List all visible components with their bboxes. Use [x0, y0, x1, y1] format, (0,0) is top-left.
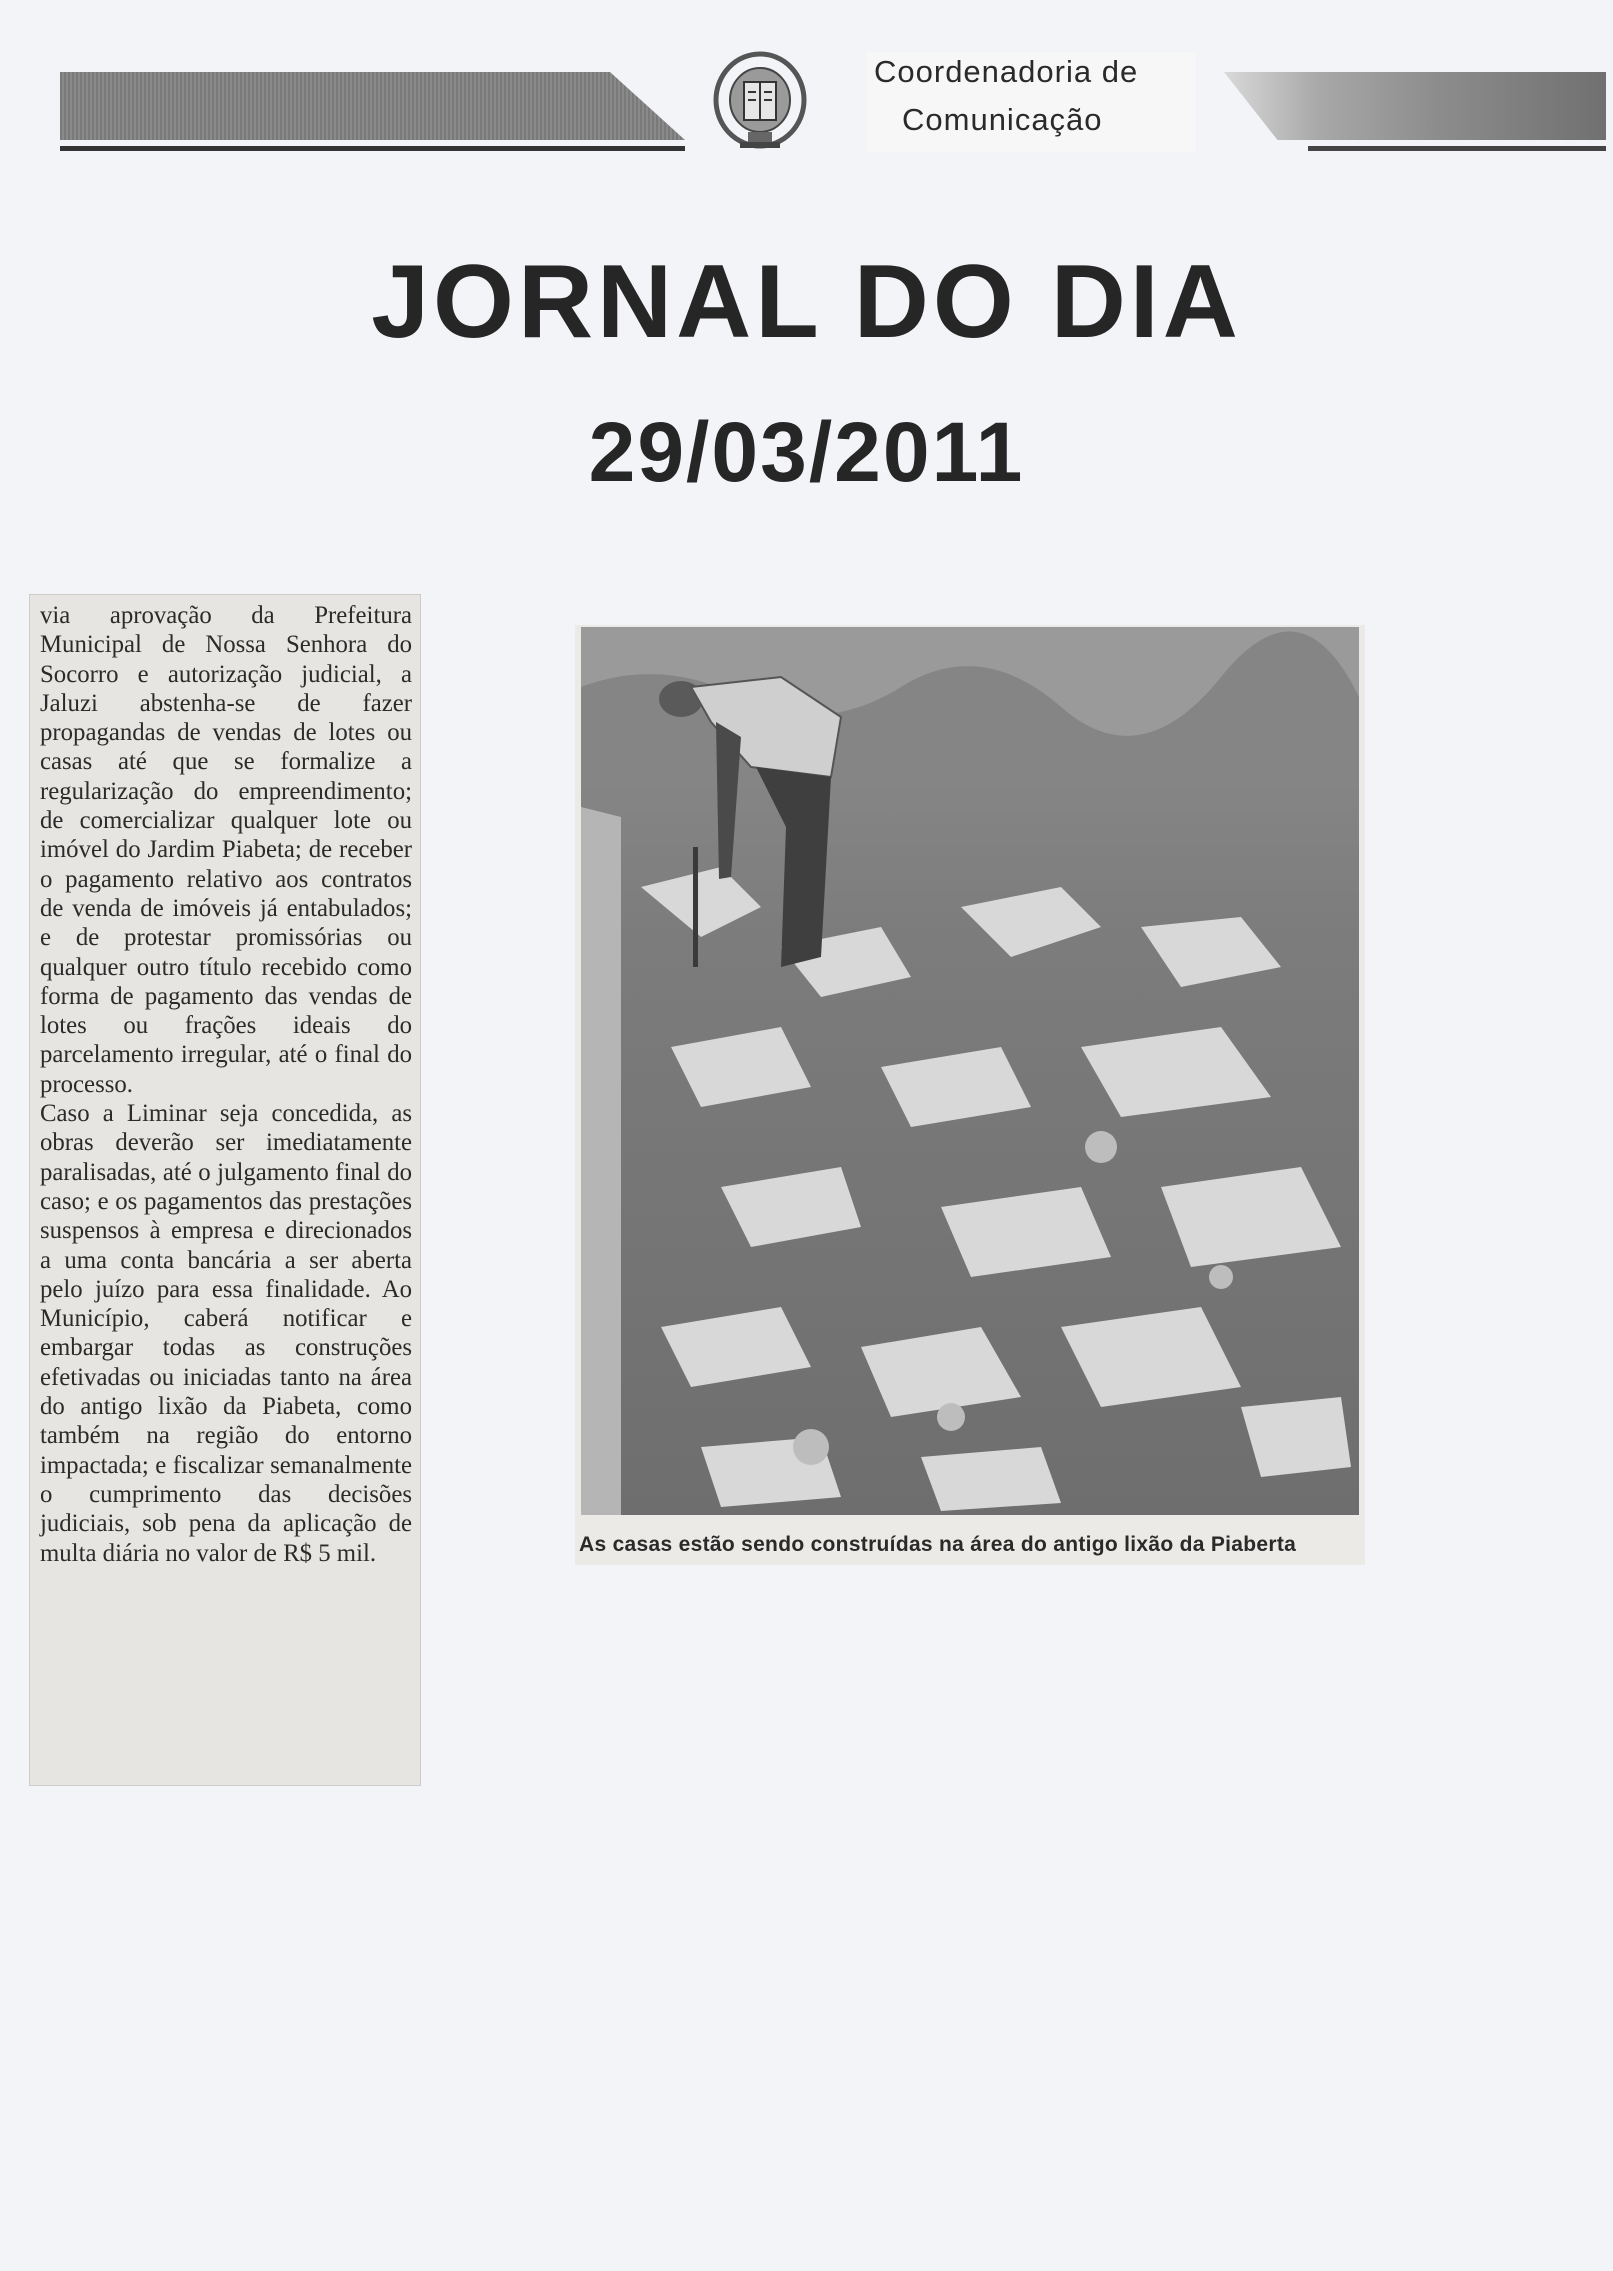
publication-date: 29/03/2011 — [588, 405, 1025, 499]
header-rule-right — [1308, 146, 1606, 151]
photo-caption: As casas estão sendo construídas na área do antigo lixão da Piaberta — [579, 1533, 1297, 1556]
article-clipping — [30, 595, 420, 1785]
newspaper-title: JORNAL DO DIA — [371, 244, 1242, 360]
article-body: via aprovação da Prefeitura Municipal de Nossa Senhora do Socorro e autorização judicial, a Jaluzi abstenha-se de fazer propagandas de vendas de lotes ou casas até que se formalize a regularização do empreendimento; de comercializar qualquer lote ou imóvel do Jardim Piabeta; de receber o pagamento relativo aos contratos de venda de imóveis já entabulados; e de protestar promissórias ou qualquer outro título recebido como forma de pagamento das vendas de lotes ou frações ideais do parcelamento irregular, até o final do processo. Caso a Liminar seja concedida, as obras deverão ser imediatamente paralisadas, até o julgamento final do caso; e os pagamentos das prestações suspensos à empresa e direcionados a uma conta bancária a ser aberta pelo juízo para essa finalidade. Ao Município, caberá notificar e embargar todas as construções efetivadas ou iniciadas tanto na área do antigo lixão da Piabeta, como também na região do entorno impactada; e fiscalizar semanalmente o cumprimento das decisões judiciais, sob pena da aplicação de multa diária no valor de R$ 5 mil. — [40, 602, 412, 1567]
header-bar-left — [60, 72, 685, 140]
coordenadoria-label — [866, 52, 1196, 152]
court-seal-logo — [708, 46, 812, 158]
photo-clipping — [575, 625, 1365, 1565]
org-line-2: Comunicação — [902, 102, 1103, 137]
header-rule-left — [60, 146, 685, 151]
landfill-photo — [581, 627, 1359, 1515]
org-line-1: Coordenadoria de — [874, 54, 1139, 89]
header-bar-right — [1224, 72, 1606, 140]
